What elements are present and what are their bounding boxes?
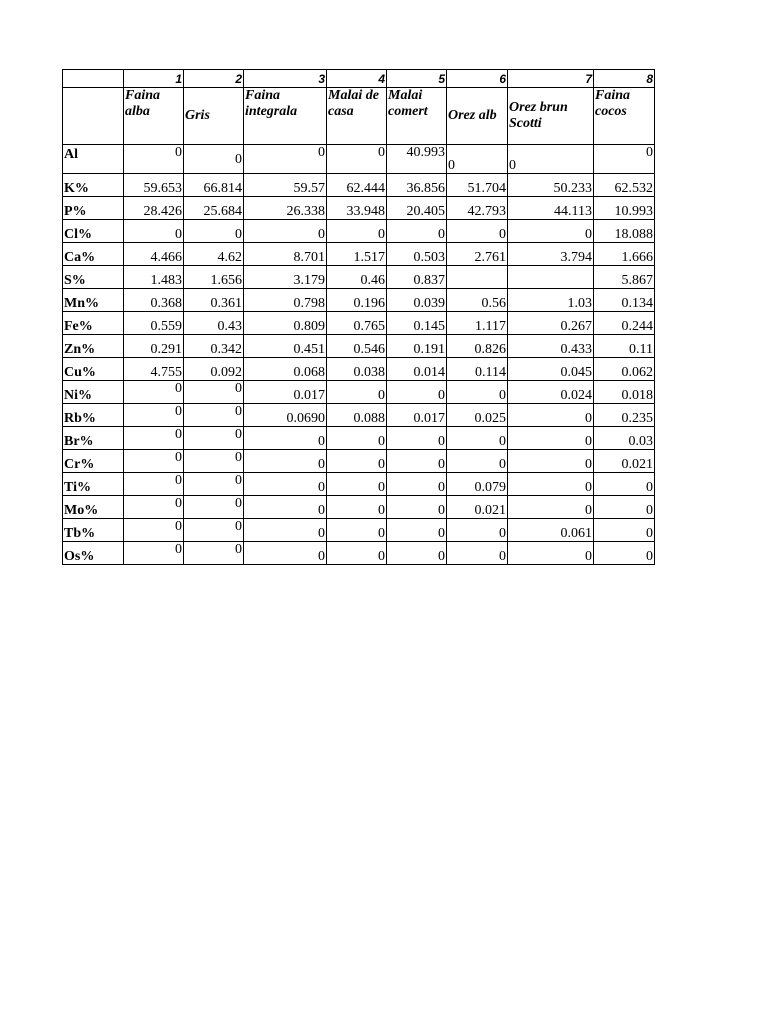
- column-number-cell[interactable]: 2: [184, 70, 244, 88]
- table-cell[interactable]: 18.088: [594, 220, 655, 243]
- table-cell[interactable]: 5.867: [594, 266, 655, 289]
- table-row: [63, 496, 655, 519]
- table-cell[interactable]: 4.755: [124, 358, 184, 381]
- table-cell[interactable]: 0: [508, 542, 594, 565]
- table-cell[interactable]: 0: [184, 450, 244, 473]
- table-cell[interactable]: 1.666: [594, 243, 655, 266]
- table-cell[interactable]: 0: [184, 404, 244, 427]
- table-cell[interactable]: 0.145: [387, 312, 447, 335]
- table-cell[interactable]: 0: [387, 381, 447, 404]
- table-row: [63, 358, 655, 381]
- table-cell[interactable]: 10.993: [594, 197, 655, 220]
- table-cell[interactable]: 0.46: [327, 266, 387, 289]
- row-label-cell[interactable]: Zn%: [63, 335, 124, 358]
- table-cell[interactable]: 0.038: [327, 358, 387, 381]
- table-cell[interactable]: 0.021: [594, 450, 655, 473]
- table-row: [63, 381, 655, 404]
- column-header-cell[interactable]: Faina integrala: [244, 88, 327, 145]
- table-cell[interactable]: 0: [387, 519, 447, 542]
- table-cell[interactable]: 1.117: [447, 312, 508, 335]
- row-label-cell[interactable]: Tb%: [63, 519, 124, 542]
- table-cell[interactable]: 0.196: [327, 289, 387, 312]
- table-cell[interactable]: 3.794: [508, 243, 594, 266]
- table-cell[interactable]: 50.233: [508, 174, 594, 197]
- table-row: [63, 174, 655, 197]
- table-row: [63, 335, 655, 358]
- table-cell[interactable]: 0.014: [387, 358, 447, 381]
- table-row: [63, 519, 655, 542]
- table-cell[interactable]: 0: [447, 427, 508, 450]
- column-number-cell[interactable]: 7: [508, 70, 594, 88]
- table-cell[interactable]: 0.765: [327, 312, 387, 335]
- table-cell[interactable]: 0: [387, 427, 447, 450]
- table-cell[interactable]: 0.045: [508, 358, 594, 381]
- row-label-cell[interactable]: Rb%: [63, 404, 124, 427]
- table-cell[interactable]: 0: [244, 220, 327, 243]
- table-row: [63, 220, 655, 243]
- table-cell[interactable]: 0.068: [244, 358, 327, 381]
- table-cell[interactable]: 0: [184, 220, 244, 243]
- column-header-cell[interactable]: Malai comert: [387, 88, 447, 145]
- table-cell[interactable]: 0.798: [244, 289, 327, 312]
- column-number-cell[interactable]: 8: [594, 70, 655, 88]
- table-cell[interactable]: [508, 266, 594, 289]
- column-number-cell[interactable]: 4: [327, 70, 387, 88]
- table-cell[interactable]: 51.704: [447, 174, 508, 197]
- column-header-cell[interactable]: Orez brun Scotti: [508, 88, 594, 145]
- table-row: [63, 542, 655, 565]
- table-cell[interactable]: 0: [327, 145, 387, 174]
- table-cell[interactable]: 0: [447, 542, 508, 565]
- table-cell[interactable]: 0.03: [594, 427, 655, 450]
- table-cell[interactable]: 0.809: [244, 312, 327, 335]
- table-cell[interactable]: 0: [387, 496, 447, 519]
- column-number-cell[interactable]: 1: [124, 70, 184, 88]
- table-row: [63, 243, 655, 266]
- table-cell[interactable]: 0: [508, 220, 594, 243]
- table-cell[interactable]: 1.517: [327, 243, 387, 266]
- table-cell[interactable]: 0.088: [327, 404, 387, 427]
- table-cell[interactable]: 26.338: [244, 197, 327, 220]
- table-cell[interactable]: 36.856: [387, 174, 447, 197]
- table-cell[interactable]: 0: [594, 145, 655, 174]
- table-cell[interactable]: 0.291: [124, 335, 184, 358]
- table-cell[interactable]: 0: [387, 220, 447, 243]
- table-cell[interactable]: [447, 266, 508, 289]
- column-header-cell[interactable]: Malai de casa: [327, 88, 387, 145]
- table-cell[interactable]: 2.761: [447, 243, 508, 266]
- table-row: [63, 266, 655, 289]
- table-cell[interactable]: 0.267: [508, 312, 594, 335]
- table-row: [63, 404, 655, 427]
- column-header-cell[interactable]: [63, 88, 124, 145]
- table-cell[interactable]: 0.134: [594, 289, 655, 312]
- row-label-cell[interactable]: Al: [63, 145, 124, 174]
- table-cell[interactable]: 0.244: [594, 312, 655, 335]
- table-cell[interactable]: 0: [124, 450, 184, 473]
- table-cell[interactable]: 20.405: [387, 197, 447, 220]
- table-cell[interactable]: 0.546: [327, 335, 387, 358]
- row-label-cell[interactable]: Ni%: [63, 381, 124, 404]
- table-cell[interactable]: 0: [327, 427, 387, 450]
- table-cell[interactable]: 0: [124, 496, 184, 519]
- table-cell[interactable]: 0.017: [244, 381, 327, 404]
- table-cell[interactable]: 4.466: [124, 243, 184, 266]
- table-cell[interactable]: 3.179: [244, 266, 327, 289]
- table-cell[interactable]: 33.948: [327, 197, 387, 220]
- table-cell[interactable]: 1.656: [184, 266, 244, 289]
- table-cell[interactable]: 0: [387, 450, 447, 473]
- table-cell[interactable]: 0.361: [184, 289, 244, 312]
- table-cell[interactable]: 0: [244, 473, 327, 496]
- table-cell[interactable]: 0: [508, 473, 594, 496]
- table-cell[interactable]: 0.837: [387, 266, 447, 289]
- table-row: [63, 197, 655, 220]
- table-cell[interactable]: 0: [447, 145, 508, 174]
- table-cell[interactable]: 0.433: [508, 335, 594, 358]
- row-label-cell[interactable]: Cr%: [63, 450, 124, 473]
- table-cell[interactable]: 0.451: [244, 335, 327, 358]
- table-cell[interactable]: 0: [447, 220, 508, 243]
- column-number-cell[interactable]: 5: [387, 70, 447, 88]
- column-header-cell[interactable]: Orez alb: [447, 88, 508, 145]
- header-row: [63, 88, 655, 145]
- table-cell[interactable]: 0: [184, 542, 244, 565]
- table-cell[interactable]: 0: [124, 381, 184, 404]
- table-cell[interactable]: 0.56: [447, 289, 508, 312]
- table-cell[interactable]: 0.43: [184, 312, 244, 335]
- row-label-cell[interactable]: Cl%: [63, 220, 124, 243]
- column-number-row: [63, 70, 655, 88]
- table-cell[interactable]: 0: [244, 496, 327, 519]
- row-label-cell[interactable]: Cu%: [63, 358, 124, 381]
- table-cell[interactable]: 0.342: [184, 335, 244, 358]
- table-cell[interactable]: 4.62: [184, 243, 244, 266]
- table-cell[interactable]: 0: [184, 496, 244, 519]
- table-cell[interactable]: 0: [327, 519, 387, 542]
- table-cell[interactable]: 0.061: [508, 519, 594, 542]
- table-cell[interactable]: 0: [124, 427, 184, 450]
- table-cell[interactable]: 0: [184, 145, 244, 174]
- table-cell[interactable]: 62.444: [327, 174, 387, 197]
- table-cell[interactable]: 0: [327, 473, 387, 496]
- row-label-cell[interactable]: Ca%: [63, 243, 124, 266]
- table-body: [63, 70, 655, 565]
- column-header-cell[interactable]: Gris: [184, 88, 244, 145]
- table-cell[interactable]: 0: [244, 542, 327, 565]
- table-cell[interactable]: 0: [508, 450, 594, 473]
- table-cell[interactable]: 0: [447, 519, 508, 542]
- table-cell[interactable]: 0.017: [387, 404, 447, 427]
- table-cell[interactable]: 0: [124, 542, 184, 565]
- row-label-cell[interactable]: Fe%: [63, 312, 124, 335]
- table-cell[interactable]: 0: [244, 145, 327, 174]
- table-row: [63, 427, 655, 450]
- table-cell[interactable]: 0.092: [184, 358, 244, 381]
- table-cell[interactable]: 66.814: [184, 174, 244, 197]
- table-cell[interactable]: 0: [508, 496, 594, 519]
- table-row: [63, 473, 655, 496]
- column-number-cell[interactable]: [63, 70, 124, 88]
- row-label-cell[interactable]: Ti%: [63, 473, 124, 496]
- table-cell[interactable]: 8.701: [244, 243, 327, 266]
- table-cell[interactable]: 0: [327, 220, 387, 243]
- table-cell[interactable]: 0: [447, 381, 508, 404]
- table-cell[interactable]: 0: [184, 519, 244, 542]
- table-cell[interactable]: 0.559: [124, 312, 184, 335]
- column-number-cell[interactable]: 6: [447, 70, 508, 88]
- column-header-cell[interactable]: Faina alba: [124, 88, 184, 145]
- table-cell[interactable]: 0: [327, 381, 387, 404]
- table-cell[interactable]: 42.793: [447, 197, 508, 220]
- table-cell[interactable]: 0.368: [124, 289, 184, 312]
- table-cell[interactable]: 62.532: [594, 174, 655, 197]
- table-cell[interactable]: 0: [594, 473, 655, 496]
- table-cell[interactable]: 0.191: [387, 335, 447, 358]
- row-label-cell[interactable]: Mn%: [63, 289, 124, 312]
- table-cell[interactable]: 28.426: [124, 197, 184, 220]
- table-cell[interactable]: 0.503: [387, 243, 447, 266]
- column-number-cell[interactable]: 3: [244, 70, 327, 88]
- table-cell[interactable]: 0: [244, 450, 327, 473]
- table-cell[interactable]: 0: [594, 496, 655, 519]
- table-cell[interactable]: 0.018: [594, 381, 655, 404]
- table-row: [63, 289, 655, 312]
- table-cell[interactable]: 1.03: [508, 289, 594, 312]
- table-cell[interactable]: 25.684: [184, 197, 244, 220]
- table-cell[interactable]: 0: [327, 450, 387, 473]
- table-cell[interactable]: 0: [327, 496, 387, 519]
- table-cell[interactable]: 40.993: [387, 145, 447, 174]
- table-cell[interactable]: 0.062: [594, 358, 655, 381]
- table-cell[interactable]: 44.113: [508, 197, 594, 220]
- table-cell[interactable]: 0: [594, 542, 655, 565]
- table-cell[interactable]: 0: [508, 427, 594, 450]
- table-cell[interactable]: 0.079: [447, 473, 508, 496]
- column-header-cell[interactable]: Faina cocos: [594, 88, 655, 145]
- table-cell[interactable]: 0: [244, 519, 327, 542]
- table-row: [63, 312, 655, 335]
- row-label-cell[interactable]: Mo%: [63, 496, 124, 519]
- table-cell[interactable]: 59.57: [244, 174, 327, 197]
- table-cell[interactable]: 0: [508, 404, 594, 427]
- table-cell[interactable]: 0: [124, 145, 184, 174]
- row-label-cell[interactable]: S%: [63, 266, 124, 289]
- table-cell[interactable]: 0: [124, 473, 184, 496]
- table-cell[interactable]: 0: [387, 473, 447, 496]
- row-label-cell[interactable]: K%: [63, 174, 124, 197]
- table-cell[interactable]: 0: [244, 427, 327, 450]
- data-table: [62, 69, 655, 565]
- table-row: [63, 450, 655, 473]
- table-cell[interactable]: 0: [184, 381, 244, 404]
- table-cell[interactable]: 0: [387, 542, 447, 565]
- table-cell[interactable]: 0.039: [387, 289, 447, 312]
- table-cell[interactable]: 0.826: [447, 335, 508, 358]
- table-cell[interactable]: 0: [184, 473, 244, 496]
- table-cell[interactable]: 0: [124, 404, 184, 427]
- table-cell[interactable]: 0: [508, 145, 594, 174]
- table-cell[interactable]: 0: [327, 542, 387, 565]
- table-cell[interactable]: 0: [447, 450, 508, 473]
- table-cell[interactable]: 0.11: [594, 335, 655, 358]
- table-cell[interactable]: 0: [594, 519, 655, 542]
- row-label-cell[interactable]: Os%: [63, 542, 124, 565]
- table-cell[interactable]: 0.114: [447, 358, 508, 381]
- table-cell[interactable]: 59.653: [124, 174, 184, 197]
- row-label-cell[interactable]: Br%: [63, 427, 124, 450]
- table-cell[interactable]: 0.235: [594, 404, 655, 427]
- table-cell[interactable]: 0.025: [447, 404, 508, 427]
- table-cell[interactable]: 0.0690: [244, 404, 327, 427]
- table-cell[interactable]: 1.483: [124, 266, 184, 289]
- table-cell[interactable]: 0: [124, 220, 184, 243]
- table-cell[interactable]: 0.024: [508, 381, 594, 404]
- table-row-al: [63, 145, 655, 174]
- table-cell[interactable]: 0: [184, 427, 244, 450]
- table-cell[interactable]: 0: [124, 519, 184, 542]
- table-cell[interactable]: 0.021: [447, 496, 508, 519]
- row-label-cell[interactable]: P%: [63, 197, 124, 220]
